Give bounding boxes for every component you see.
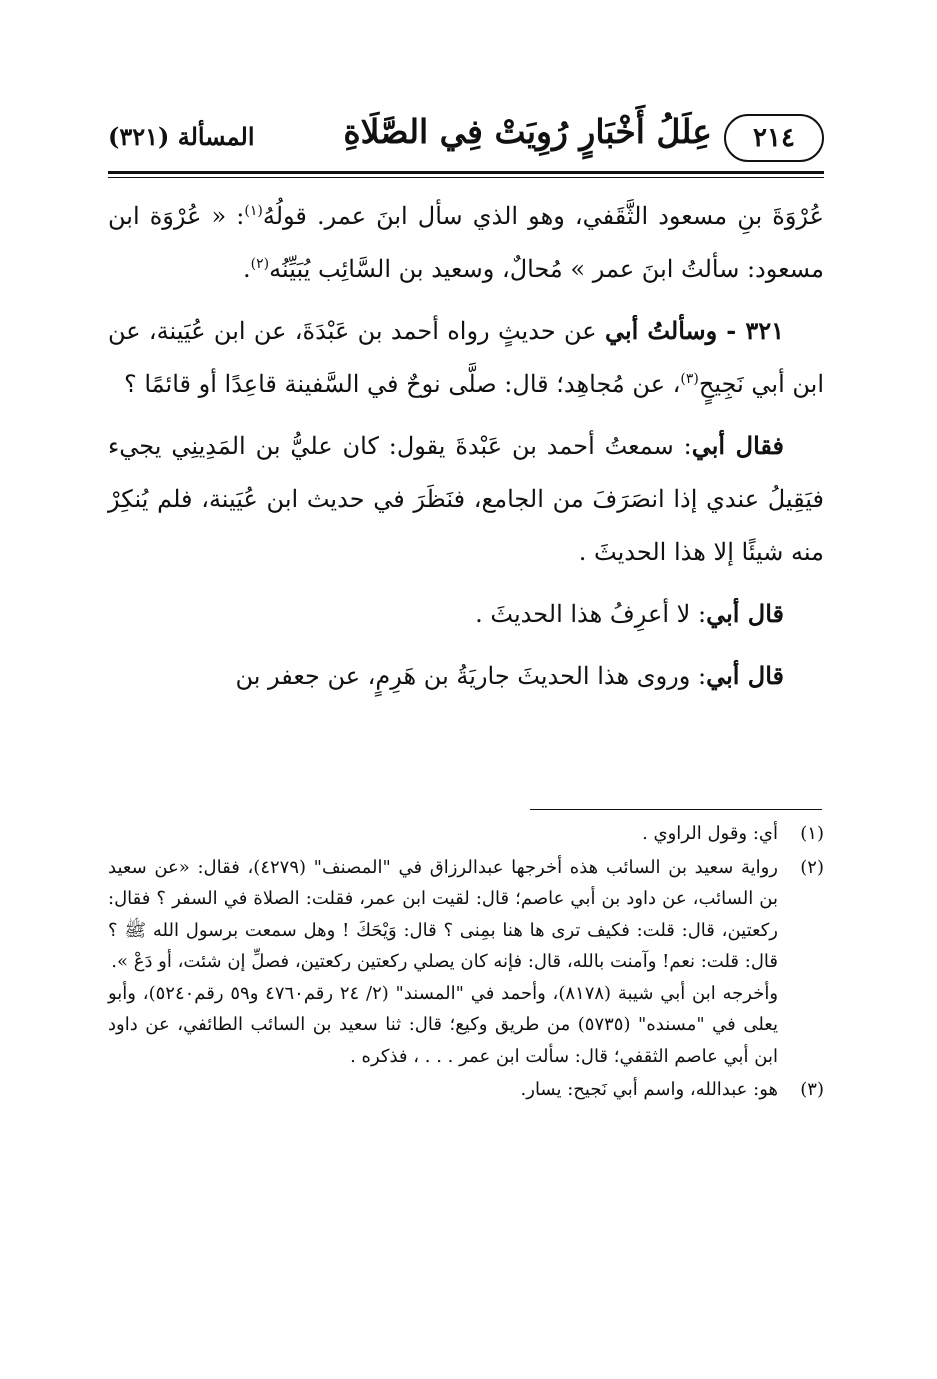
question-text-a: عن حديثٍ رواه أحمد بن عَبْدَةَ، عن ابن عُيَينة، عن ابن أبي نَجِيحٍ	[108, 317, 824, 398]
footnote-ref-3: (٣)	[680, 371, 699, 387]
footnote-1-text: أي: وقول الراوي .	[642, 823, 778, 844]
header-rule-thick	[108, 171, 824, 174]
p1-line2-end: .	[243, 255, 251, 283]
paragraph-question	[108, 304, 824, 411]
p1-line2: ابن مسعود: سألتُ ابنَ عمر » مُحالٌ، وسعيد بن السَّائِب يُبَيِّنُه	[108, 202, 824, 283]
question-text-b: ، عن مُجاهِد؛ قال: صلَّى نوحٌ في السَّفينة قاعِدًا أو قائمًا ؟	[124, 370, 681, 398]
answer-1-text: : سمعتُ أحمد بن عَبْدةَ يقول: كان عليُّ بن المَدِينِي يجيء فيَقِيلُ عندي إذا انصَرَفَ من الجامع، فنَظَرَ في حديث ابن عُيَينة، فلم يُنكِرْ منه شيئًا إلا هذا الحديثَ .	[108, 432, 824, 566]
footnote-2	[108, 852, 824, 978]
footnote-2-continued	[108, 978, 824, 1073]
page-number: ٢١٤	[724, 114, 824, 162]
answer-2-lead: قال أبي	[706, 599, 784, 628]
book-title: عِلَلُ أَخْبَارٍ رُوِيَتْ فِي الصَّلَاةِ	[343, 112, 712, 151]
answer-2-text: : لا أعرِفُ هذا الحديثَ .	[475, 600, 707, 628]
main-text	[108, 190, 824, 703]
answer-3-text: : وروى هذا الحديثَ جاريَةُ بن هَرِمٍ، عن جعفر بن	[235, 662, 707, 690]
answer-1-lead: فقال أبي	[691, 431, 784, 460]
issue-title: المسألة (٣٢١)	[108, 122, 255, 151]
paragraph-answer-2	[108, 587, 824, 641]
paragraph-answer-3	[108, 649, 824, 703]
header-rule-thin	[108, 177, 824, 178]
footnote-3	[108, 1074, 824, 1106]
page-header	[108, 108, 824, 168]
answer-3-lead: قال أبي	[706, 661, 784, 690]
footnote-ref-2: (٢)	[250, 256, 270, 272]
footnote-1-number: (١)	[800, 823, 824, 844]
footnote-2-text-2: وأخرجه ابن أبي شيبة (٨١٧٨)، وأحمد في "المسند" (٢/ ٢٤ رقم٤٧٦٠ و٥٩ رقم٥٢٤٠)، وأبو يعلى في "مسنده" (٥٧٣٥) من طريق وكيع؛ قال: ثنا سعيد بن السائب الطائفي، عن داود ابن أبي عاصم الثقفي؛ قال: سألت ابن عمر . . . ، فذكره .	[108, 982, 779, 1067]
p1-line1-end: : « عُرْوَة	[149, 202, 245, 230]
p1-line1: عُرْوَةَ بنِ مسعود الثَّقَفي، وهو الذي سأل ابنَ عمر. قولُهُ	[262, 202, 824, 230]
footnote-3-text: هو: عبدالله، واسم أبي نَجيح: يسار.	[520, 1079, 778, 1100]
paragraph-1	[108, 190, 824, 296]
footnote-ref-1: (١)	[244, 203, 263, 219]
footnote-1	[108, 818, 824, 850]
footnote-2-text: رواية سعيد بن السائب هذه أخرجها عبدالرزاق في "المصنف" (٤٢٧٩)، فقال: «عن سعيد بن السائب، عن داود بن أبي عاصم؛ قال: لقيت ابن عمر، فقلت: الصلاة في السفر ؟ فقال: ركعتين، قال: قلت: فكيف ترى ها هنا بمِنى ؟ قال: وَيْحَكَ ! وهل سمعت برسول الله ﷺ ؟ قال: قلت: نعم! وآمنت بالله، قال: فإنه كان يصلي ركعتين ركعتين، فصلِّ إن شئت، أو دَعْ ».	[108, 856, 778, 972]
paragraph-answer-1	[108, 419, 824, 579]
footnotes	[108, 818, 824, 1106]
footnote-2-number: (٢)	[800, 856, 824, 878]
footnote-3-number: (٣)	[800, 1079, 824, 1100]
question-lead: ٣٢١ - وسألتُ أبي	[604, 316, 785, 345]
footnote-separator	[530, 809, 822, 810]
